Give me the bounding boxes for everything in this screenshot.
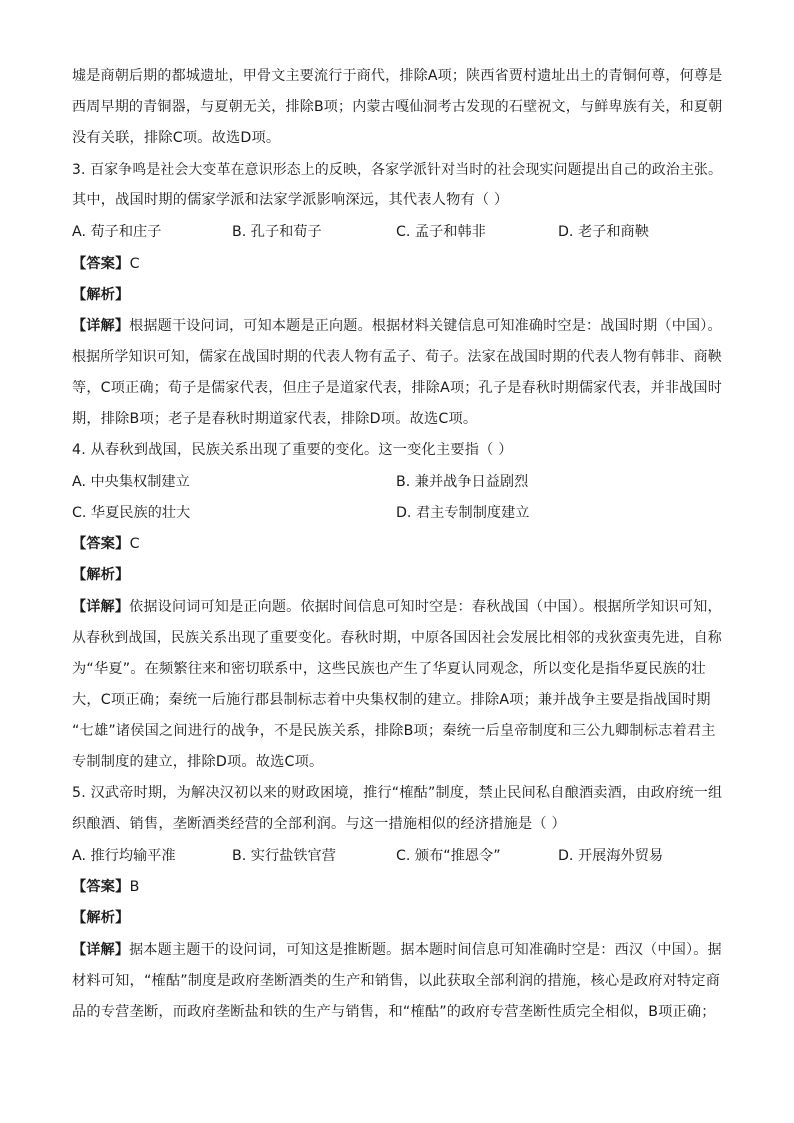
detail-line: 【详解】根据题干设问词，可知本题是正向题。根据材料关键信息可知准确时空是：战国时期（中国）。 — [72, 318, 722, 334]
text-line: 大，C项正确；秦统一后施行郡县制标志着中央集权制的建立。排除A项；兼并战争主要是指战国时期 — [72, 692, 711, 708]
text-line: 期，排除B项；老子是春秋时期道家代表，排除D项。故选C项。 — [72, 411, 478, 427]
option-c: C. 华夏民族的壮大 — [72, 505, 191, 521]
text-line: 从春秋到战国，民族关系出现了重要变化。春秋时期，中原各国因社会发展比相邻的戎狄蛮夷先进，自称 — [72, 630, 722, 646]
text-line: 等，C项正确；荀子是儒家代表，但庄子是道家代表，排除A项；孔子是春秋时期儒家代表，并非战国时 — [72, 380, 723, 396]
option-c: C. 孟子和韩非 — [396, 224, 486, 240]
answer-line — [72, 534, 140, 554]
answer-line — [72, 254, 140, 274]
detail-label: 【详解】 — [72, 942, 130, 958]
analysis-label: 【解析】 — [72, 567, 130, 583]
option-a: A. 中央集权制建立 — [72, 474, 190, 490]
question-4-stem: 4. 从春秋到战国，民族关系出现了重要的变化。这一变化主要指（ ） — [72, 442, 513, 458]
text-line: 专制制度的建立，排除D项。故选C项。 — [72, 754, 324, 770]
question-3-stem: 3. 百家争鸣是社会大变革在意识形态上的反映，各家学派针对当时的社会现实问题提出自己的政治主张。 — [72, 162, 723, 178]
option-a: A. 推行均输平准 — [72, 848, 176, 864]
text-line: “七雄”诸侯国之间进行的战争，不是民族关系，排除B项；秦统一后皇帝制度和三公九卿制标志着君主 — [72, 723, 716, 739]
answer-label: 【答案】 — [72, 879, 130, 895]
option-d: D. 君主专制制度建立 — [396, 505, 530, 521]
text-line: 墟是商朝后期的都城遗址，甲骨文主要流行于商代，排除A项；陕西省贾村遗址出土的青铜何尊，何尊是 — [72, 68, 723, 84]
option-d: D. 老子和商鞅 — [558, 224, 649, 240]
analysis-label: 【解析】 — [72, 910, 130, 926]
question-3-stem: 其中，战国时期的儒家学派和法家学派影响深远，其代表人物有（ ） — [72, 192, 509, 208]
detail-line: 【详解】据本题主题干的设问词，可知这是推断题。据本题时间信息可知准确时空是：西汉（中国）。据 — [72, 942, 722, 958]
answer-line — [72, 877, 140, 897]
text-line: 品的专营垄断，而政府垄断盐和铁的生产与销售，和“榷酤”的政府专营垄断性质完全相似，B项正确； — [72, 1004, 716, 1020]
text-line: 材料可知，“榷酤”制度是政府垄断酒类的生产和销售，以此获取全部利润的措施，核心是政府对特定商 — [72, 973, 721, 989]
answer-value: C — [129, 256, 140, 272]
answer-value: C — [129, 536, 140, 552]
text-line: 没有关联，排除C项。故选D项。 — [72, 130, 281, 146]
option-b: B. 兼并战争日益剧烈 — [396, 474, 529, 490]
option-c: C. 颁布“推恩令” — [396, 848, 501, 864]
option-a: A. 荀子和庄子 — [72, 224, 162, 240]
option-b: B. 孔子和荀子 — [232, 224, 322, 240]
text-line: 根据所学知识可知，儒家在战国时期的代表人物有孟子、荀子。法家在战国时期的代表人物有韩非、商鞅 — [72, 349, 722, 365]
detail-label: 【详解】 — [72, 318, 130, 334]
question-5-stem: 5. 汉武帝时期，为解决汉初以来的财政困境，推行“榷酤”制度，禁止民间私自酿酒卖酒，由政府统一组 — [72, 785, 723, 801]
answer-label: 【答案】 — [72, 536, 130, 552]
text-line: 为“华夏”。在频繁往来和密切联系中，这些民族也产生了华夏认同观念，所以变化是指华夏民族的壮 — [72, 661, 706, 677]
answer-value: B — [129, 879, 140, 895]
detail-line: 【详解】依据设问词可知是正向题。依据时间信息可知时空是：春秋战国（中国）。根据所学知识可知， — [72, 599, 722, 615]
option-d: D. 开展海外贸易 — [558, 848, 664, 864]
question-5-stem: 织酿酒、销售，垄断酒类经营的全部利润。与这一措施相似的经济措施是（ ） — [72, 816, 566, 832]
analysis-label: 【解析】 — [72, 287, 130, 303]
answer-label: 【答案】 — [72, 256, 130, 272]
text-line: 西周早期的青铜器，与夏朝无关，排除B项；内蒙古嘎仙洞考古发现的石壁祝文，与鲜卑族有关，和夏朝 — [72, 99, 723, 115]
option-b: B. 实行盐铁官营 — [232, 848, 336, 864]
detail-label: 【详解】 — [72, 599, 130, 615]
